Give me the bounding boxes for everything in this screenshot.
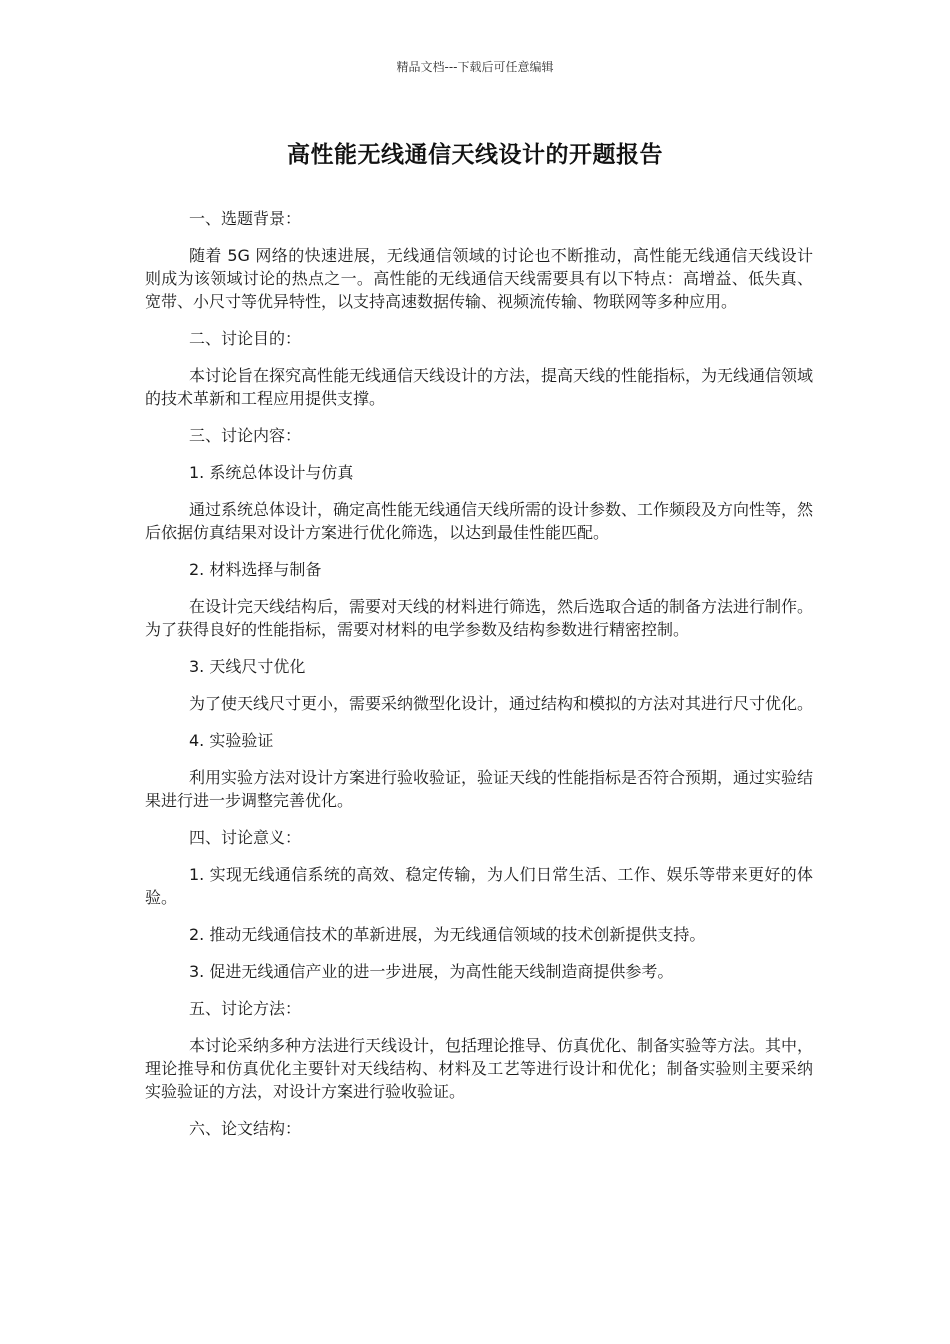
document-title: 高性能无线通信天线设计的开题报告 [287,142,663,168]
section-heading-significance: 四、讨论意义： [189,828,302,847]
section-heading-content: 三、讨论内容： [189,426,302,445]
section-heading-background: 一、选题背景： [189,209,302,228]
paragraph-methods: 本讨论采纳多种方法进行天线设计，包括理论推导、仿真优化、制备实验等方法。其中，理论推导和仿真优化主要针对天线结构、材料及工艺等进行设计和优化；制备实验则主要采纳实验验证的方法，对设计方案进行验收验证。 [145,1036,814,1101]
paragraph-materials: 在设计完天线结构后，需要对天线的材料进行筛选，然后选取合适的制备方法进行制作。为了获得良好的性能指标，需要对材料的电学参数及结构参数进行精密控制。 [145,597,814,639]
paragraph-background: 随着 5G 网络的快速进展，无线通信领域的讨论也不断推动，高性能无线通信天线设计则成为该领域讨论的热点之一。高性能的无线通信天线需要具有以下特点：高增益、低失真、宽带、小尺寸等优异特性，以支持高速数据传输、视频流传输、物联网等多种应用。 [145,246,813,311]
page-header-note: 精品文档---下载后可任意编辑 [396,60,554,74]
paragraph-purpose: 本讨论旨在探究高性能无线通信天线设计的方法，提高天线的性能指标，为无线通信领域的技术革新和工程应用提供支撑。 [145,366,814,408]
paragraph-experiment: 利用实验方法对设计方案进行验收验证，验证天线的性能指标是否符合预期，通过实验结果进行进一步调整完善优化。 [145,768,814,810]
paragraph-system-design: 通过系统总体设计，确定高性能无线通信天线所需的设计参数、工作频段及方向性等，然后依据仿真结果对设计方案进行优化筛选，以达到最佳性能匹配。 [145,500,814,542]
significance-item-2: 2. 推动无线通信技术的革新进展，为无线通信领域的技术创新提供支持。 [189,925,706,944]
paragraph-size-optimization: 为了使天线尺寸更小，需要采纳微型化设计，通过结构和模拟的方法对其进行尺寸优化。 [189,694,814,713]
subheading-size-optimization: 3. 天线尺寸优化 [189,657,306,676]
section-heading-purpose: 二、讨论目的： [189,329,302,348]
subheading-experiment: 4. 实验验证 [189,731,274,750]
subheading-system-design: 1. 系统总体设计与仿真 [189,463,354,482]
significance-item-1: 1. 实现无线通信系统的高效、稳定传输，为人们日常生活、工作、娱乐等带来更好的体验。 [145,865,813,907]
section-heading-methods: 五、讨论方法： [189,999,302,1018]
section-heading-structure: 六、论文结构： [189,1119,302,1138]
document-body [145,207,813,1154]
subheading-materials: 2. 材料选择与制备 [189,560,322,579]
significance-item-3: 3. 促进无线通信产业的进一步进展，为高性能天线制造商提供参考。 [189,962,674,981]
